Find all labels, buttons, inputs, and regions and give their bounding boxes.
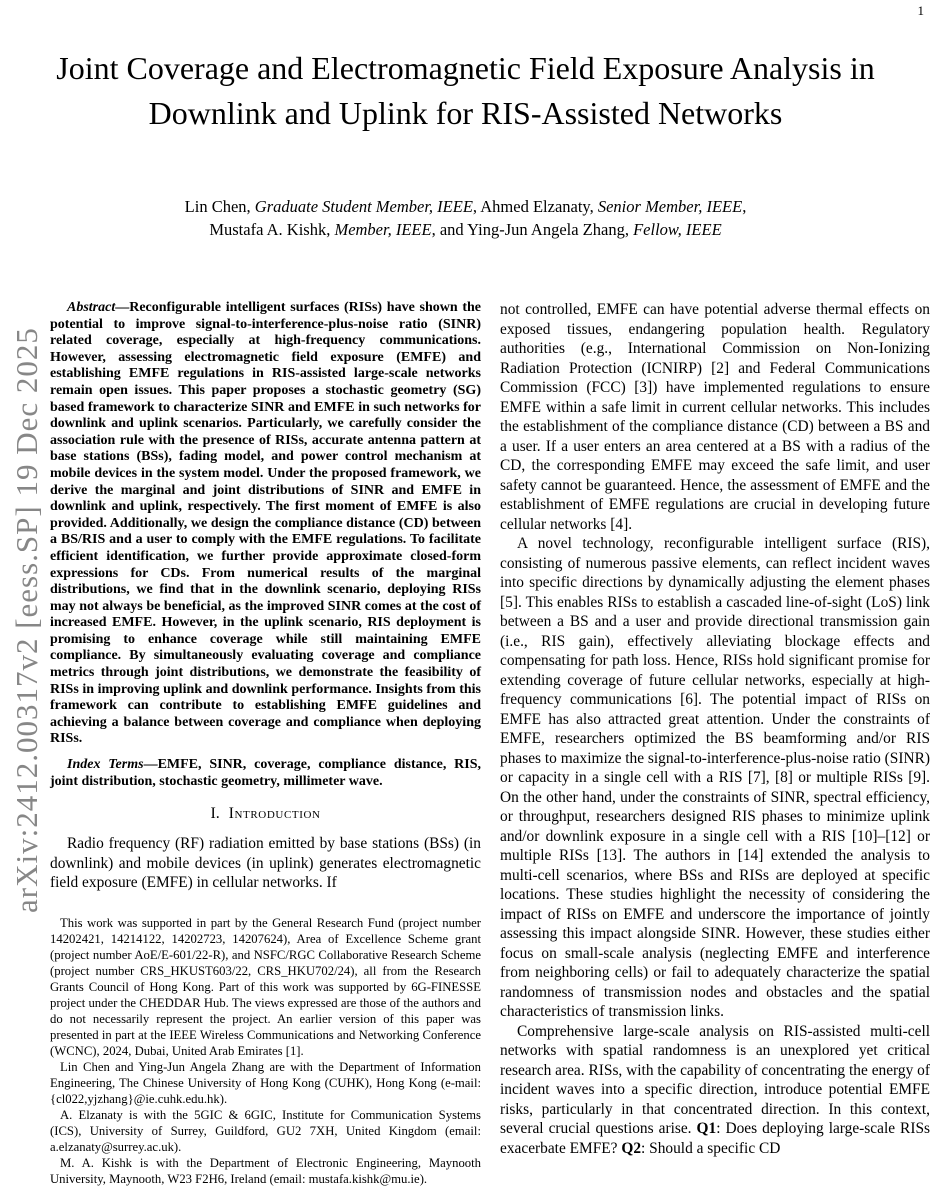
author-list (50, 196, 881, 241)
author-name-segment: Mustafa A. Kishk, (209, 219, 335, 239)
author-role-segment: Fellow, IEEE (633, 219, 722, 239)
author-name-segment: , (742, 197, 747, 216)
author-name-segment: , Ahmed Elzanaty, (472, 197, 598, 216)
author-name-segment: Lin Chen, (184, 197, 255, 216)
left-column (50, 300, 481, 1187)
page-number: 1 (917, 3, 924, 18)
intro-paragraph: Radio frequency (RF) radiation emitted by base stations (BSs) (in downlink) and mobile devices (in uplink) generates electromagnetic field exposure (EMFE) in cellular networks. If (50, 835, 481, 892)
author-line-1 (50, 196, 881, 219)
q1-text: : Does deploying large-scale RISs exacerbate EMFE? (500, 1120, 930, 1157)
index-terms-text: EMFE, SINR, coverage, compliance distance, RIS, joint distribution, stochastic geometry, millimeter wave. (50, 757, 481, 789)
author-role-segment: Senior Member, IEEE (597, 197, 743, 216)
index-terms-dash: — (143, 757, 158, 773)
index-terms-label: Index Terms (67, 757, 144, 773)
q2-text: : Should a specific CD (641, 1139, 781, 1157)
section-heading-introduction (50, 805, 481, 823)
footnote-funding: This work was supported in part by the General Research Fund (project number 14202421, 14214122, 14202723, 14207624), Area of Excellence Scheme grant (project number AoE/E-601/22-R), and NSFC/RGC Collaborative Research Scheme (project number CRS_HKUST603/22, CRS_HKU702/24), all from the Research Grants Council of Hong Kong. Part of this work was supported by 6G-FINESSE project under the CHEDDAR Hub. The views expressed are those of the authors and do not necessarily represent the project. An earlier version of this paper was presented in part at the IEEE Wireless Communications and Networking Conference (WCNC), 2024, Dubai, United Arab Emirates [1]. (50, 915, 481, 1058)
index-terms (50, 757, 481, 790)
author-role-segment: Member, IEEE (334, 219, 432, 239)
footnote-affiliation-maynooth: M. A. Kishk is with the Department of Electronic Engineering, Maynooth University, Maynooth, W23 F2H6, Ireland (email: mustafa.kishk@mu.ie). (50, 1155, 481, 1186)
section-title: Introduction (228, 805, 321, 823)
q1-label: Q1 (696, 1120, 717, 1137)
footnote-affiliation-cuhk: Lin Chen and Ying-Jun Angela Zhang are with the Department of Information Engineering, The Chinese University of Hong Kong (CUHK), Hong Kong (e-mail: {cl022,yjzhang}@ie.cuhk.edu.hk). (50, 1059, 481, 1106)
author-line-2 (50, 219, 881, 242)
arxiv-watermark: arXiv:2412.00317v2 [eess.SP] 19 Dec 2025 (9, 327, 44, 913)
paragraph-emfe-regulations: not controlled, EMFE can have potential adverse thermal effects on exposed tissues, endangering population health. Regulatory authorities (e.g., International Commission on Non-Ionizing Radiation Protection (ICNIRP) [2] and Federal Communications Commission (FCC) [3]) have implemented regulations to ensure EMFE within a safe limit in current cellular networks. This includes the establishment of the compliance distance (CD) between a BS and a user. If a user enters an area centered at a BS with a radius of the CD, the corresponding EMFE may exceed the safe limit, and user safety cannot be guaranteed. Hence, the assessment of EMFE and the establishment of EMFE regulations are crucial in developing future cellular networks [4]. (500, 301, 930, 533)
paragraph-research-questions (500, 1022, 930, 1159)
paper-title: Joint Coverage and Electromagnetic Field Exposure Analysis in Downlink and Uplink for RIS-Assisted Networks (56, 50, 875, 131)
paragraph-ris-technology: A novel technology, reconfigurable intelligent surface (RIS), consisting of numerous passive elements, can reflect incident waves into specific directions by dynamically adjusting the element phases [5]. This enables RISs to establish a cascaded line-of-sight (LoS) link between a BS and a user and provide directional transmission gain (i.e., RIS gain), effectively alleviating blockage effects and compensating for path loss. Hence, RISs hold significant promise for extending coverage of future cellular networks, especially at high-frequency communications [6]. The potential impact of RISs on EMFE has also attracted great attention. Under the constraints of EMFE, researchers optimized the BS beamforming and/or RIS phases to maximize the signal-to-interference-plus-noise ratio (SINR) or capacity in a single cell with a RIS [7], [8] or multiple RISs [9]. On the other hand, under the constraints of SINR, spectral efficiency, or throughput, researchers designed RIS phases to minimize uplink and/or downlink exposure in a single cell with a RIS [10]–[12] or multiple RISs [13]. The authors in [14] extended the analysis to multi-cell scenarios, where BSs and RISs are deployed at specific locations. These studies highlight the necessity of considering the impact of RISs on EMFE and underscore the importance of jointly assessing this impact alongside SINR. However, these studies either focus on small-scale analysis (neglecting EMFE and interference from neighboring cells) or fail to adequately characterize the spatial randomness of transmission nodes and obstacles and the spatial characteristics of transmission links. (500, 535, 930, 1020)
right-column (500, 300, 930, 1158)
footnote-affiliation-surrey: A. Elzanaty is with the 5GIC & 6GIC, Institute for Communication Systems (ICS), University of Surrey, Guildford, GU2 7XH, United Kingdom (email: a.elzanaty@surrey.ac.uk). (50, 1107, 481, 1154)
abstract-text: Reconfigurable intelligent surfaces (RISs) have shown the potential to improve signal-to-interference-plus-noise ratio (SINR) related coverage, especially at high-frequency communications. However, assessing electromagnetic field exposure (EMFE) and establishing EMFE regulations in RIS-assisted large-scale networks remain open issues. This paper proposes a stochastic geometry (SG) based framework to characterize SINR and EMFE in such networks for downlink and uplink scenarios. Particularly, we carefully consider the association rule with the presence of RISs, accurate antenna pattern at base stations (BSs), fading model, and power control mechanism at mobile devices in the system model. Under the proposed framework, we derive the marginal and joint distributions of SINR and EMFE in downlink and uplink, respectively. The first moment of EMFE is also provided. Additionally, we design the compliance distance (CD) between a BS/RIS and a user to comply with the EMFE regulations. To facilitate efficient identification, we further provide approximate closed-form expressions for CDs. From numerical results of the marginal distributions, we find that in the downlink scenario, deploying RISs may not always be beneficial, as the improved SINR comes at the cost of increased EMFE. However, in the uplink scenario, RIS deployment is promising to enhance coverage while still maintaining EMFE compliance. By simultaneously evaluating coverage and compliance metrics through joint distributions, we demonstrate the feasibility of RISs in improving uplink and downlink performance. Insights from this framework can contribute to establishing EMFE guidelines and achieving a balance between coverage and compliance when deploying RISs. (50, 300, 481, 747)
abstract (50, 300, 481, 748)
author-role-segment: Graduate Student Member, IEEE (254, 197, 473, 216)
q2-label: Q2 (621, 1139, 642, 1157)
abstract-label: Abstract (67, 300, 116, 315)
abstract-dash: — (115, 300, 130, 315)
section-number: I. (210, 805, 220, 823)
author-name-segment: , and Ying-Jun Angela Zhang, (431, 219, 634, 239)
question-intro-text: Comprehensive large-scale analysis on RIS-assisted multi-cell networks with spatial randomness is an unexplored yet critical research area. RISs, with the capability of concentrating the energy of incident waves into a specific direction, introduce potential EMFE risks, particularly in that concentrated direction. In this context, several crucial questions arise. (500, 1022, 930, 1137)
footnotes (50, 915, 481, 1187)
